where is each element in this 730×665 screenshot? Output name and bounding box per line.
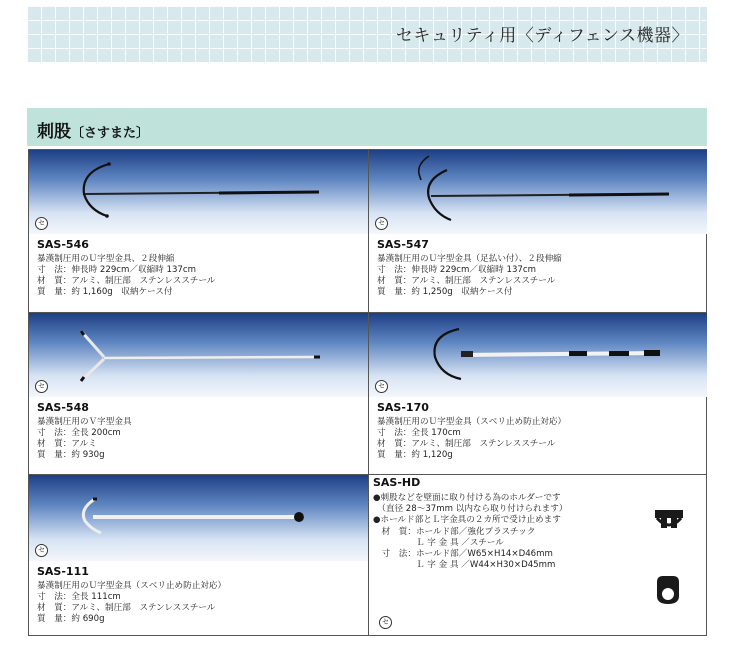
holder-line: 寸 法：ホールド部／W65×H14×D46mm xyxy=(373,549,553,560)
page-title: セキュリティ用〈ディフェンス機器〉 xyxy=(395,26,689,46)
product-spec-weight: 質 量：約 930g xyxy=(37,450,105,460)
product-image-sas-547 xyxy=(369,150,707,234)
seller-mark-icon: セ xyxy=(35,217,48,230)
holder-bracket-image xyxy=(653,574,683,606)
product-model: SAS-170 xyxy=(377,401,429,414)
product-card-sas-547[interactable] xyxy=(369,150,707,312)
product-image-sas-111 xyxy=(29,475,368,561)
page-header-banner xyxy=(27,6,707,62)
product-spec-weight: 質 量：約 1,120g xyxy=(377,450,453,460)
product-spec-material: 材 質：アルミ、制圧部 ステンレススチール xyxy=(377,276,556,286)
section-title xyxy=(37,117,149,142)
product-model: SAS-111 xyxy=(37,565,89,578)
product-spec-weight: 質 量：約 1,160g 収納ケース付 xyxy=(37,287,173,297)
product-description: 暴漢制圧用のＵ字型金具（足払い付）、２段伸縮 xyxy=(377,254,562,264)
product-spec-size: 寸 法：全長 170cm xyxy=(377,428,461,438)
product-spec-material: 材 質：アルミ、制圧部 ステンレススチール xyxy=(377,439,556,449)
product-spec-material: 材 質：アルミ、制圧部 ステンレススチール xyxy=(37,276,216,286)
product-description: 暴漢制圧用のＶ字型金具 xyxy=(37,417,132,427)
product-spec-size: 寸 法：伸長時 229cm／収縮時 137cm xyxy=(37,265,196,275)
product-description: 暴漢制圧用のＵ字型金具（スベリ止め防止対応） xyxy=(377,417,567,427)
holder-line: ●刺股などを壁面に取り付ける為のホルダーです xyxy=(373,493,561,503)
product-spec-weight: 質 量：約 1,250g 収納ケース付 xyxy=(377,287,513,297)
product-model: SAS-HD xyxy=(373,476,421,489)
product-image-sas-170 xyxy=(369,313,707,397)
product-grid xyxy=(28,149,707,636)
product-spec-material: 材 質：アルミ、制圧部 ステンレススチール xyxy=(37,603,216,613)
product-card-sas-548[interactable] xyxy=(29,313,368,474)
section-title-main: 刺股 xyxy=(37,122,71,142)
product-image-sas-546 xyxy=(29,150,368,234)
section-title-reading: 〔さすまた〕 xyxy=(71,126,150,141)
product-model: SAS-546 xyxy=(37,238,89,251)
seller-mark-icon: セ xyxy=(35,380,48,393)
product-spec-size: 寸 法：伸長時 229cm／収縮時 137cm xyxy=(377,265,536,275)
product-description: 暴漢制圧用のＵ字型金具、２段伸縮 xyxy=(37,254,175,264)
holder-line: Ｌ 字 金 具 ／スチール xyxy=(373,537,504,548)
seller-mark-icon: セ xyxy=(379,616,392,629)
product-spec-weight: 質 量：約 690g xyxy=(37,614,105,624)
product-image-sas-548 xyxy=(29,313,368,397)
holder-line: ●ホールド部とＬ字金具の２カ所で受け止めます xyxy=(373,515,561,526)
seller-mark-icon: セ xyxy=(35,544,48,557)
product-model: SAS-548 xyxy=(37,401,89,414)
product-description: 暴漢制圧用のＵ字型金具（スベリ止め防止対応） xyxy=(37,581,227,591)
seller-mark-icon: セ xyxy=(375,217,388,230)
product-card-sas-170[interactable] xyxy=(369,313,707,474)
seller-mark-icon: セ xyxy=(375,380,388,393)
holder-line: （直径 28～37mm 以内なら取り付けられます） xyxy=(373,504,568,515)
product-spec-material: 材 質：アルミ xyxy=(37,439,97,449)
product-card-sas-546[interactable] xyxy=(29,150,368,312)
product-spec-size: 寸 法：全長 111cm xyxy=(37,592,121,602)
product-model: SAS-547 xyxy=(377,238,429,251)
holder-line: Ｌ 字 金 具 ／W44×H30×D45mm xyxy=(373,560,556,571)
holder-clip-image xyxy=(649,506,689,536)
section-header xyxy=(27,108,707,146)
holder-line: 材 質：ホールド部／強化プラスチック xyxy=(373,526,536,537)
product-spec-size: 寸 法：全長 200cm xyxy=(37,428,121,438)
product-card-sas-111[interactable] xyxy=(29,475,368,635)
